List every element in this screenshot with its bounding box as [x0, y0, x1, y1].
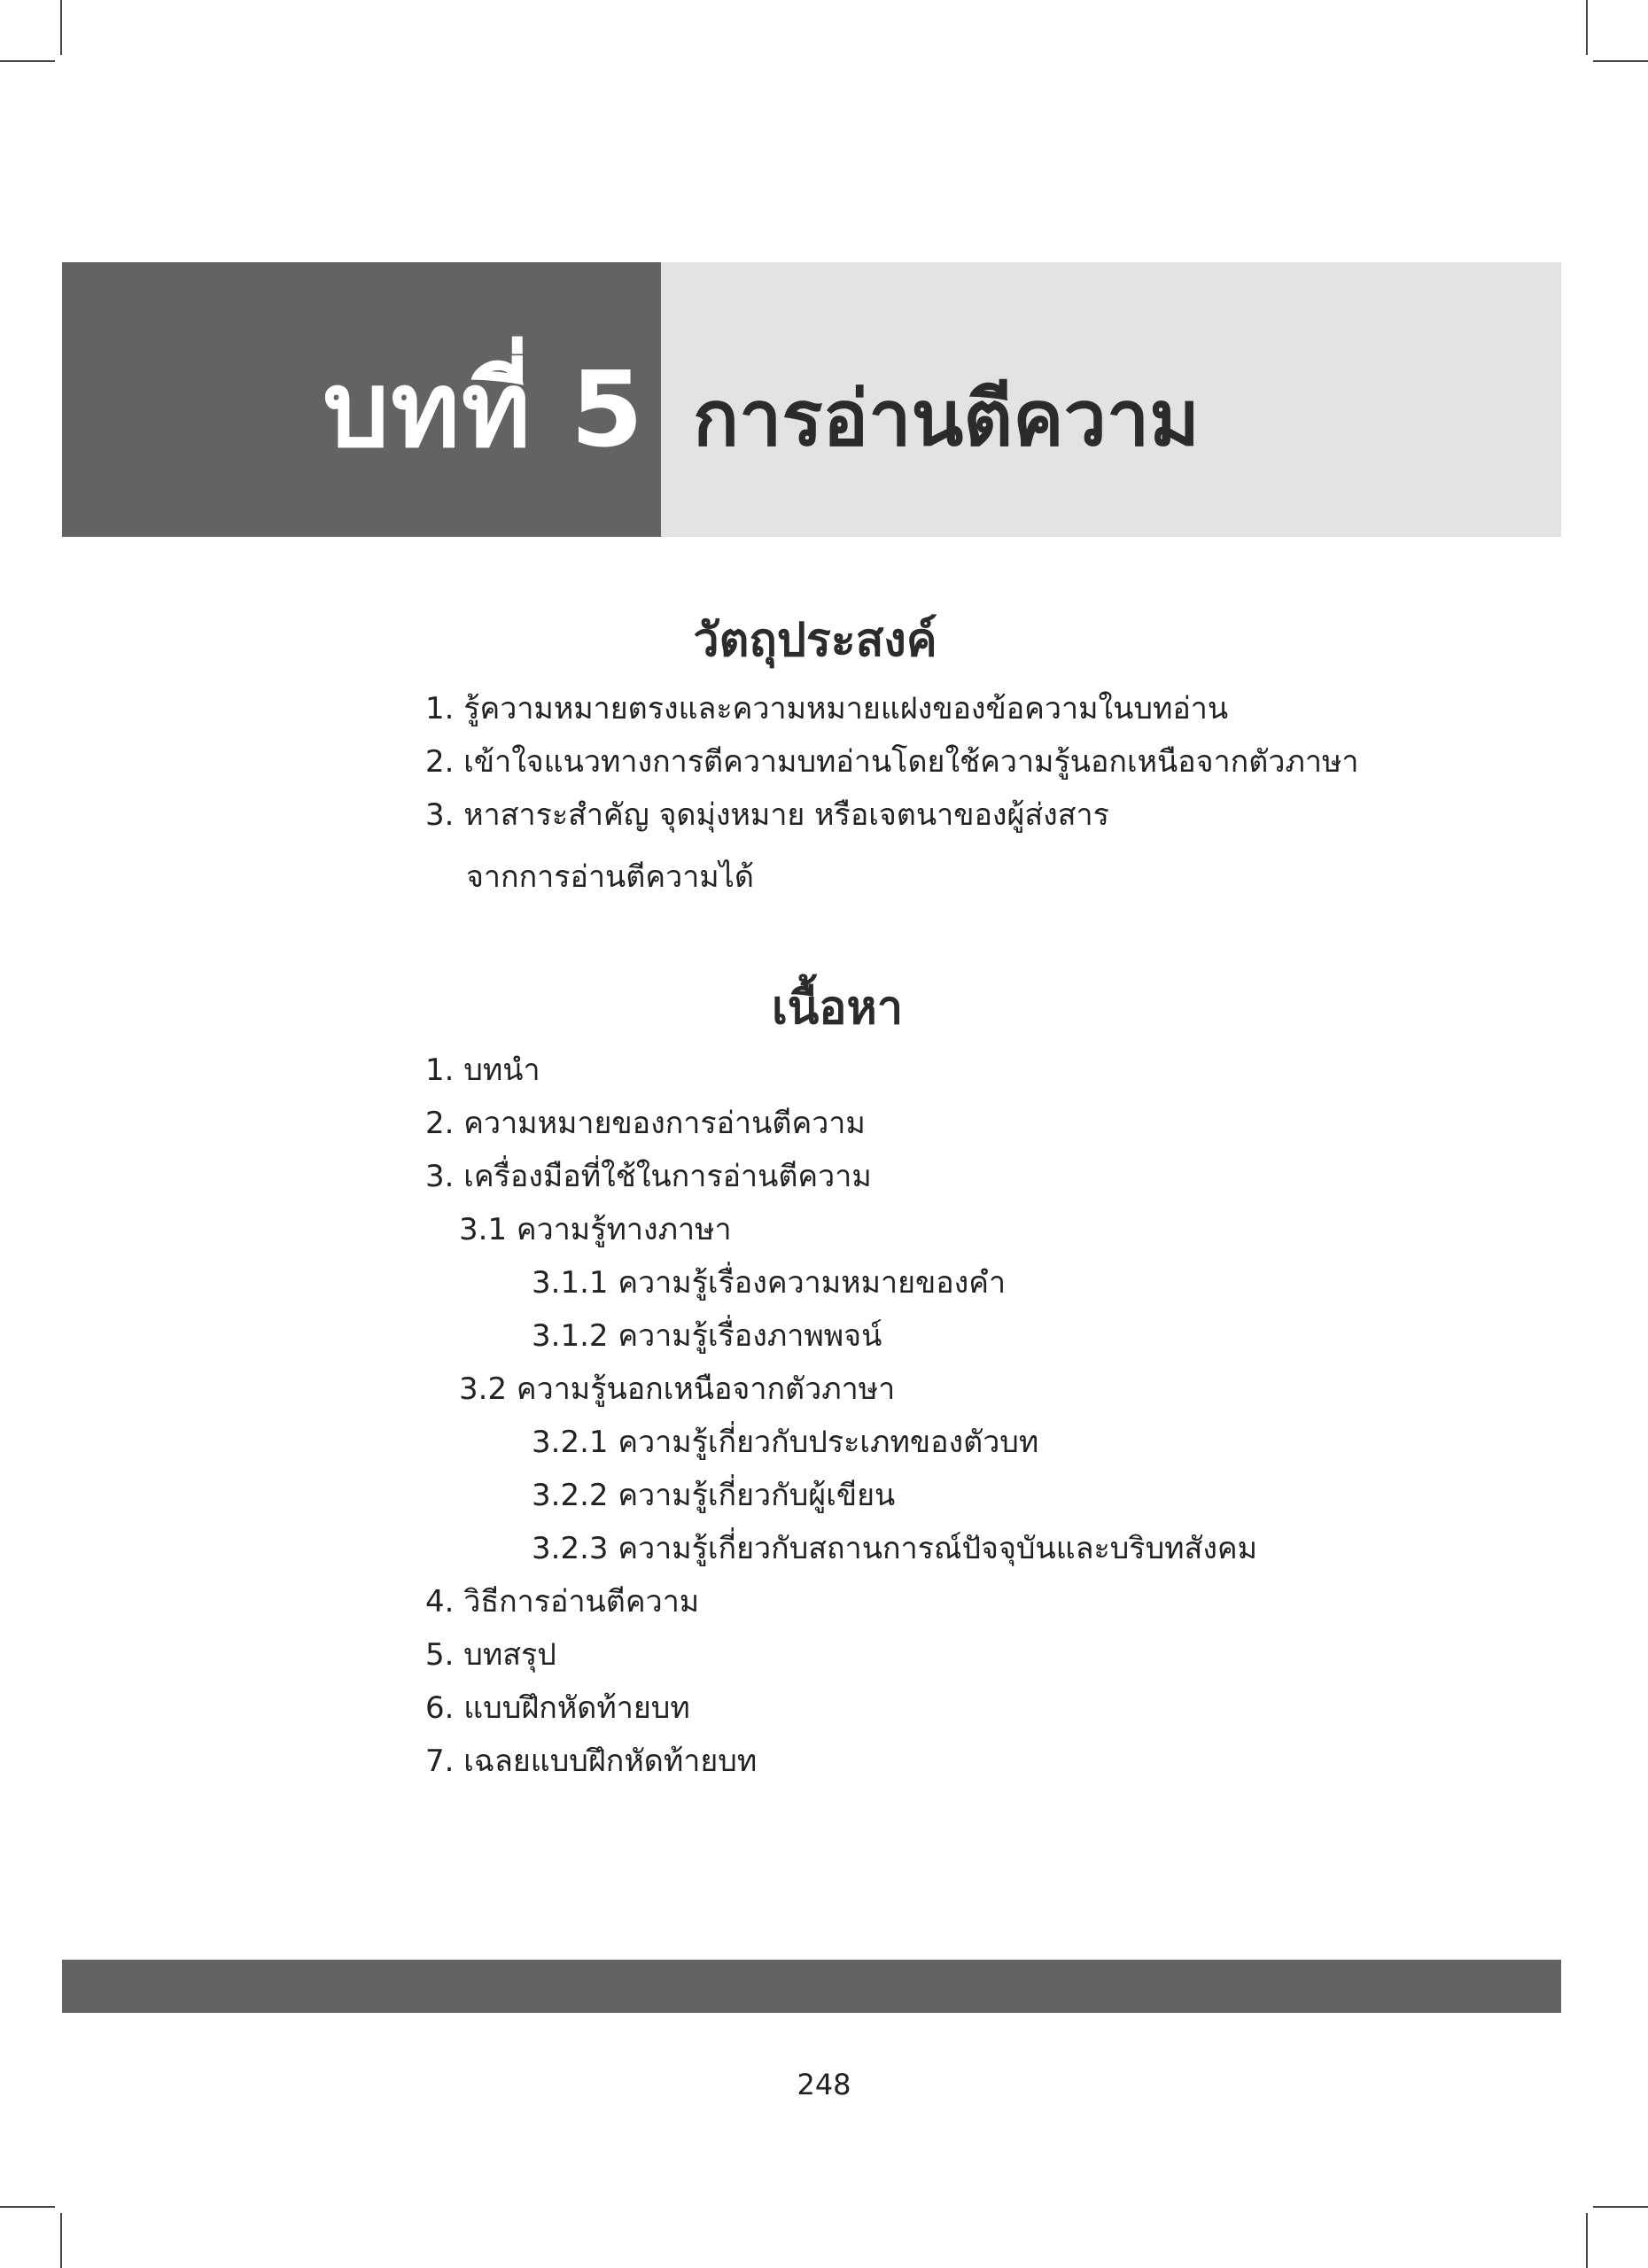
crop-mark: [1593, 60, 1648, 62]
objective-item: 3. หาสาระสำคัญ จุดมุ่งหมาย หรือเจตนาของผู้ส่งสาร: [425, 797, 1109, 833]
crop-mark: [1586, 2213, 1588, 2268]
objective-item: 1. รู้ความหมายตรงและความหมายแฝงของข้อความในบทอ่าน: [425, 691, 1229, 726]
contents-list: [425, 1044, 1257, 1788]
content-item: 2. ความหมายของการอ่านตีความ: [425, 1106, 866, 1141]
chapter-header-band: [62, 262, 1561, 537]
objectives-heading: วัตถุประสงค์: [693, 614, 937, 667]
chapter-title: การอ่านตีความ: [693, 374, 1200, 463]
content-item: 7. เฉลยแบบฝึกหัดท้ายบท: [425, 1744, 758, 1779]
crop-mark: [60, 2213, 62, 2268]
crop-mark: [0, 2206, 55, 2208]
chapter-number-panel: [62, 262, 661, 537]
content-item: 1. บทนำ: [425, 1052, 540, 1088]
content-subsubitem: 3.1.1 ความรู้เรื่องความหมายของคำ: [532, 1265, 1007, 1301]
content-subsubitem: 3.2.2 ความรู้เกี่ยวกับผู้เขียน: [532, 1478, 896, 1513]
content-subsubitem: 3.2.1 ความรู้เกี่ยวกับประเภทของตัวบท: [532, 1425, 1039, 1460]
content-subitem: 3.1 ความรู้ทางภาษา: [459, 1212, 732, 1247]
crop-mark: [1593, 2206, 1648, 2208]
content-subsubitem: 3.1.2 ความรู้เรื่องภาพพจน์: [532, 1318, 882, 1354]
content-item: 4. วิธีการอ่านตีความ: [425, 1584, 700, 1619]
objective-item-continuation: จากการอ่านตีความได้: [466, 859, 754, 895]
chapter-label: บทที่ 5: [323, 348, 645, 470]
crop-mark: [1586, 0, 1588, 55]
chapter-title-panel: [661, 262, 1561, 537]
content-subsubitem: 3.2.3 ความรู้เกี่ยวกับสถานการณ์ปัจจุบันและบริบทสังคม: [532, 1531, 1258, 1566]
page-number: 248: [797, 2068, 851, 2101]
content-item: 3. เครื่องมือที่ใช้ในการอ่านตีความ: [425, 1159, 872, 1194]
content-item: 5. บทสรุป: [425, 1637, 556, 1673]
objective-item: 2. เข้าใจแนวทางการตีความบทอ่านโดยใช้ความรู้นอกเหนือจากตัวภาษา: [425, 744, 1359, 780]
crop-mark: [0, 60, 55, 62]
content-item: 6. แบบฝึกหัดท้ายบท: [425, 1690, 690, 1726]
content-subitem: 3.2 ความรู้นอกเหนือจากตัวภาษา: [459, 1371, 896, 1407]
contents-heading: เนื้อหา: [771, 982, 904, 1035]
crop-mark: [60, 0, 62, 55]
objectives-list: [425, 682, 1358, 904]
footer-bar: [62, 1960, 1561, 2013]
